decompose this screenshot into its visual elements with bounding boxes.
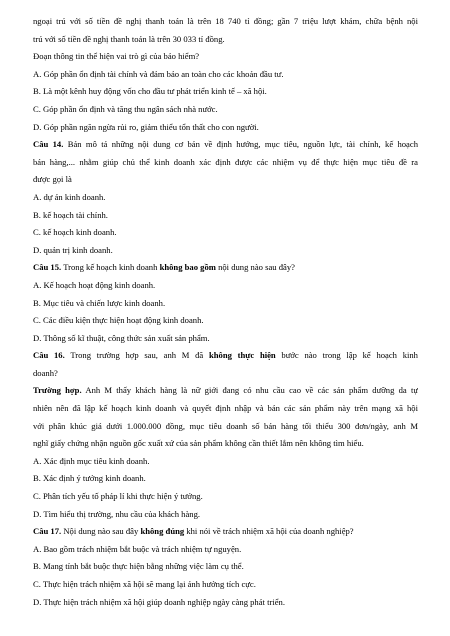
question-text: Nội dung nào sau đây [63,526,139,537]
option-d: D. Tìm hiểu thị trường, nhu cầu của khách hàng. [33,508,201,519]
option-d: D. Thông số kĩ thuật, công thức sản xuất sản phẩm. [33,332,210,343]
question-text: nội dung nào sau đây? [218,262,295,273]
option-a: A. Kế hoạch hoạt động kinh doanh. [33,279,156,290]
option-d: D. Thực hiện trách nhiệm xã hội giúp doanh nghiệp ngày càng phát triển. [33,596,285,607]
option-c: C. kế hoạch kinh doanh. [33,227,117,238]
question-emphasis: không đúng [140,526,185,537]
question-number: Câu 16. [33,350,65,361]
passage-line: trú với số tiền đề nghị thanh toán là trên 30 033 tỉ đồng. [33,33,225,44]
option-c: C. Góp phần ổn định và tăng thu ngân sách nhà nước. [33,103,218,114]
question-emphasis: không thực hiện [208,350,276,361]
question-emphasis: không bao gồm [159,262,216,273]
question-number: Câu 14. [33,139,64,150]
question-text: bán hàng,... nhằm giúp chủ thể kinh doanh xác định được các nhiệm vụ để thực hiện mục tiêu đề ra [33,156,418,167]
option-a: A. Góp phần ổn định tài chính và đảm bảo an toàn cho các khoản đầu tư. [33,68,284,79]
question-text: doanh? [33,367,58,378]
option-a: A. Xác định mục tiêu kinh doanh. [33,455,150,466]
question-text: Trong kế hoạch kinh doanh [63,262,158,273]
option-c: C. Thực hiện trách nhiệm xã hội sẽ mang lại ảnh hưởng tích cực. [33,579,256,589]
question-text: Đoạn thông tin thể hiện vai trò gì của bảo hiểm? [33,51,200,62]
question-17 [33,523,418,541]
case-text: Anh M thấy khách hàng là nữ giới đang có nhu cầu cao về các sản phẩm dưỡng da tự [85,385,418,396]
option-d: D. Góp phần ngăn ngừa rủi ro, giảm thiểu tổn thất cho con người. [33,121,259,132]
passage-line: ngoại trú với số tiền đề nghị thanh toán là trên 18 740 tỉ đồng; gần 7 triệu lượt khám, chữa bệnh nội [33,16,418,26]
option-c: C. Phân tích yếu tố pháp lí khi thực hiện ý tưởng. [33,491,203,502]
option-a: A. dự án kinh doanh. [33,191,106,202]
option-b: B. Mang tính bắt buộc thực hiện bằng những việc làm cụ thể. [33,561,244,572]
option-b: B. Xác định ý tưởng kinh doanh. [33,473,146,484]
case-label: Trường hợp. [33,385,82,396]
question-number: Câu 15. [33,262,62,273]
question-text: Bản mô tả những nội dung cơ bản về định hướng, mục tiêu, nguồn lực, tài chính, kế hoạch [67,139,418,150]
option-a: A. Bao gồm trách nhiệm bắt buộc và trách nhiệm tự nguyện. [33,543,242,554]
question-number: Câu 17. [33,526,62,537]
question-15 [33,259,418,277]
question-text: bước nào trong lập kế hoạch kinh [281,350,418,361]
question-text: khi nói về trách nhiệm xã hội của doanh nghiệp? [186,526,354,537]
question-14 [33,136,418,154]
option-d: D. quản trị kinh doanh. [33,244,113,255]
case-line: nhiên nên đã lập kế hoạch kinh doanh và quyết định nhập và bán các sản phẩm này trên mạng xã hội [33,403,418,414]
option-b: B. Là một kênh huy động vốn cho đầu tư phát triển kinh tế – xã hội. [33,86,267,97]
case-line [33,382,418,400]
case-line: với phân khúc giá dưới 1.000.000 đồng, mục tiêu doanh số bán hàng tối thiểu 300 đơn/ngày, anh M [33,420,418,431]
option-b: B. Mục tiêu và chiến lược kinh doanh. [33,297,166,308]
case-line: nghĩ giấy chứng nhận nguồn gốc xuất xứ của sản phẩm không cần thiết lắm nên không tìm hiểu. [33,438,364,449]
option-b: B. kế hoạch tài chính. [33,209,108,220]
question-text: Trong trường hợp sau, anh M đã [70,350,204,361]
question-text: được gọi là [33,174,72,185]
question-16 [33,347,418,365]
option-c: C. Các điều kiện thực hiện hoạt động kinh doanh. [33,315,204,326]
